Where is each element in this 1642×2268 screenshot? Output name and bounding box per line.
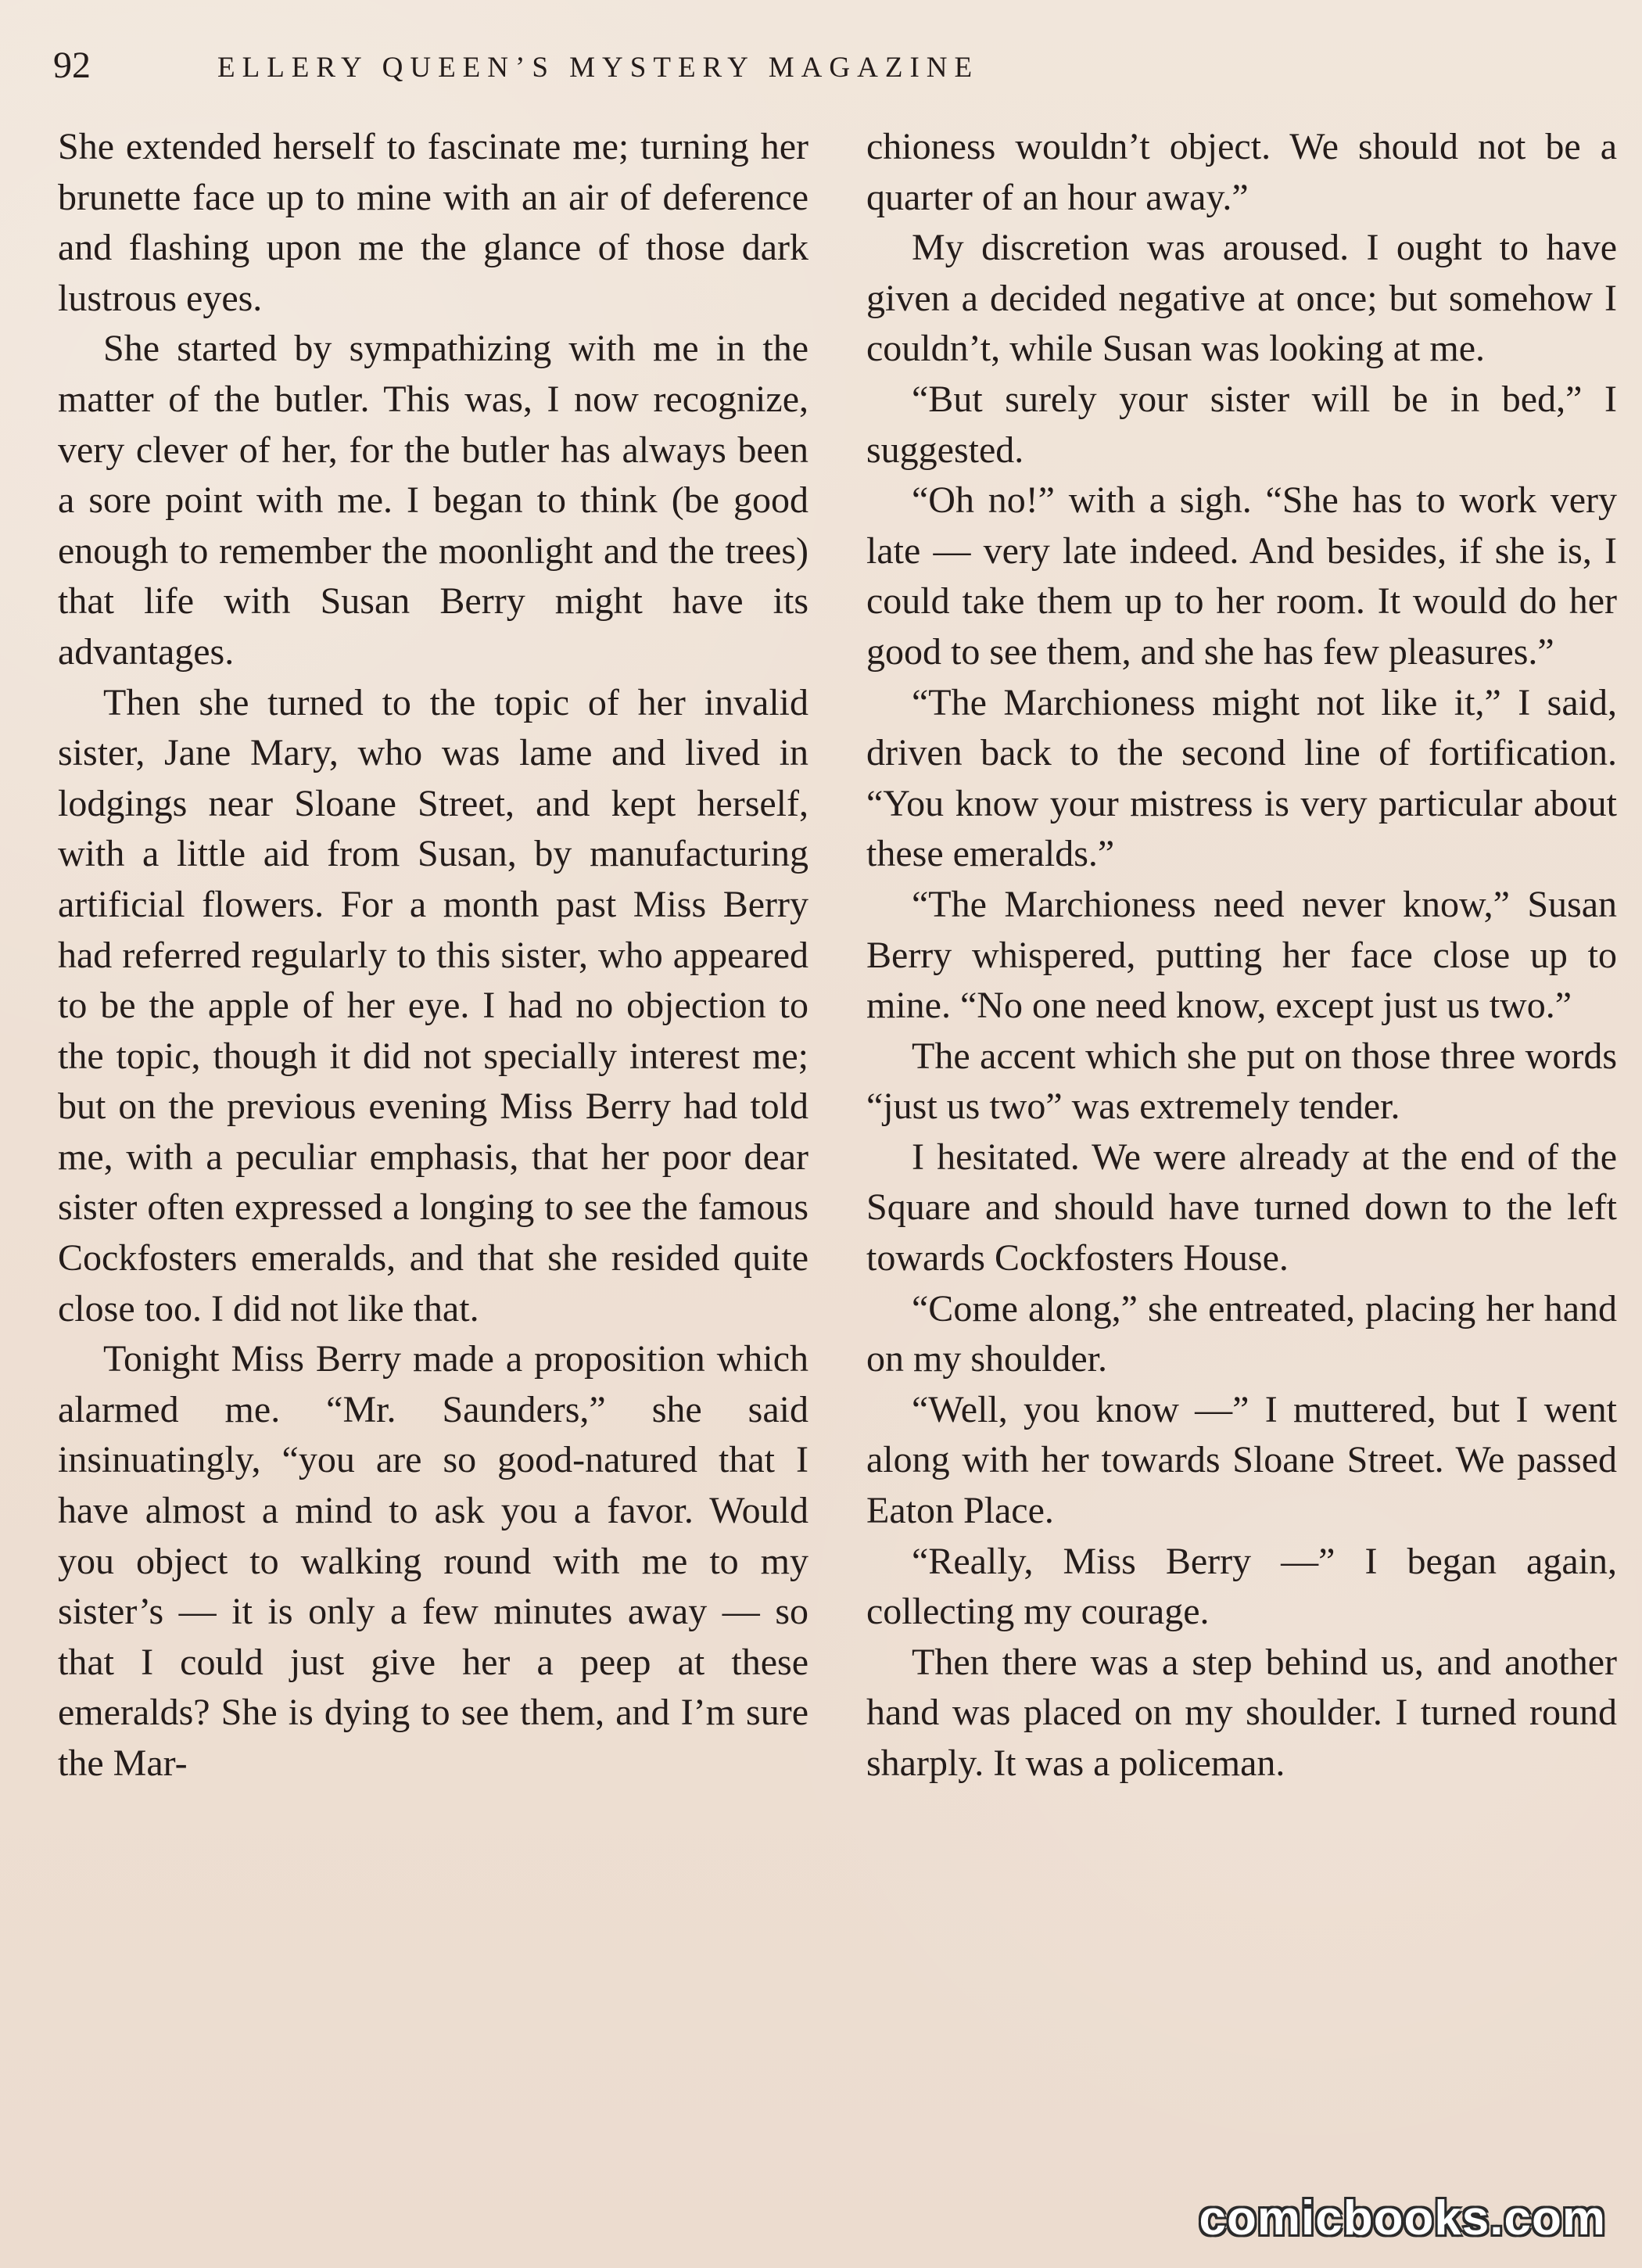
right-paragraph-9: “Come along,” she entreated, placing her hand on my shoulder. (866, 1287, 1617, 1380)
page-number: 92 (53, 45, 91, 86)
right-paragraph-5: “The Marchioness might not like it,” I said, driven back to the second line of fortification. “You know your mistress is very particular about these emeralds.” (866, 681, 1617, 875)
right-paragraph-12: Then there was a step behind us, and another hand was placed on my shoulder. I turned round sharply. It was a policeman. (866, 1641, 1617, 1784)
left-paragraph-3: Then she turned to the topic of her invalid sister, Jane Mary, who was lame and lived in lodgings near Sloane Street, and kept herself, with a little aid from Susan, by manufacturing artificial flowers. For a month past Miss Berry had referred regularly to this sister, who appeared to be the apple of her eye. I had no objection to the topic, though it did not specially interest me; but on the previous evening Miss Berry had told me, with a peculiar emphasis, that her poor dear sister often expressed a longing to see the famous Cockfosters emeralds, and that she resided quite close too. I did not like that. (58, 681, 808, 1330)
right-paragraph-7: The accent which she put on those three words “just us two” was extremely tender. (866, 1035, 1617, 1128)
right-paragraph-8: I hesitated. We were already at the end of the Square and should have turned down to the left towards Cockfosters House. (866, 1136, 1617, 1279)
right-paragraph-11: “Really, Miss Berry —” I began again, collecting my courage. (866, 1540, 1617, 1633)
running-head: ELLERY QUEEN’S MYSTERY MAGAZINE (217, 52, 980, 84)
right-paragraph-4: “Oh no!” with a sigh. “She has to work very late — very late indeed. And besides, if she is, I could take them up to her room. It would do her good to see them, and she has few pleasures.” (866, 479, 1617, 673)
left-paragraph-4: Tonight Miss Berry made a proposition which alarmed me. “Mr. Saunders,” she said insinuatingly, “you are so good-natured that I have almost a mind to ask you a favor. Would you object to walking round with me to my sister’s — it is only a few minutes away — so that I could just give her a peep at these emeralds? She is dying to see them, and I’m sure the Mar- (58, 1338, 808, 1784)
right-column (866, 122, 1617, 1789)
right-paragraph-10: “Well, you know —” I muttered, but I went along with her towards Sloane Street. We passed Eaton Place. (866, 1388, 1617, 1532)
right-paragraph-3: “But surely your sister will be in bed,” I suggested. (866, 378, 1617, 471)
left-paragraph-1: She extended herself to fascinate me; turning her brunette face up to mine with an air of deference and flashing upon me the glance of those dark lustrous eyes. (58, 126, 808, 319)
right-paragraph-1: chioness wouldn’t object. We should not be a quarter of an hour away.” (866, 126, 1617, 218)
page-header (53, 47, 1589, 102)
watermark-logo: comicbooks.com (1199, 2191, 1606, 2245)
right-paragraph-2: My discretion was aroused. I ought to have given a decided negative at once; but somehow I couldn’t, while Susan was looking at me. (866, 227, 1617, 370)
right-paragraph-6: “The Marchioness need never know,” Susan Berry whispered, putting her face close up to mine. “No one need know, except just us two.” (866, 883, 1617, 1027)
left-column (58, 122, 808, 1789)
left-paragraph-2: She started by sympathizing with me in the matter of the butler. This was, I now recognize, very clever of her, for the butler has always been a sore point with me. I began to think (be good enough to remember the moonlight and the trees) that life with Susan Berry might have its advantages. (58, 328, 808, 673)
